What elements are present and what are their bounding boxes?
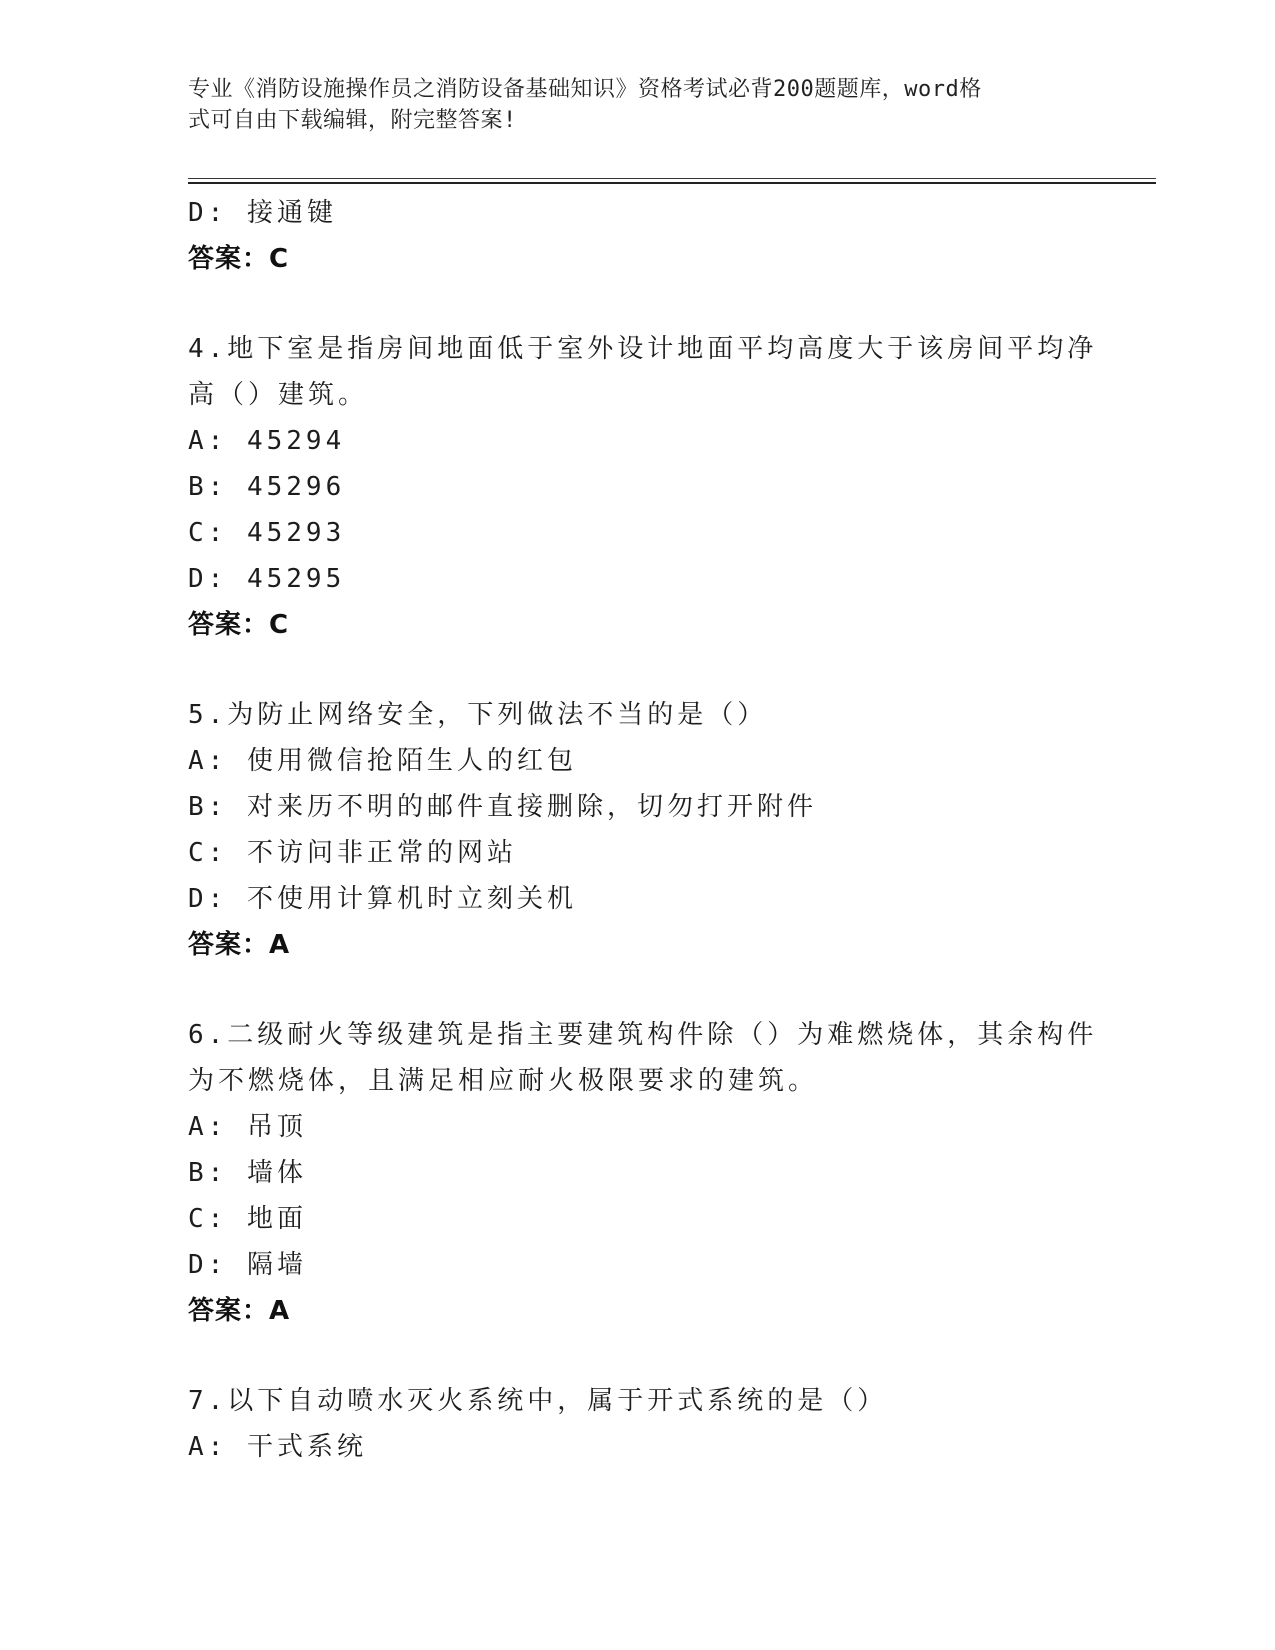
question-block-7 bbox=[188, 1378, 1088, 1470]
option-c: C: 45293 bbox=[188, 518, 346, 548]
option-a: A: 吊顶 bbox=[188, 1112, 307, 1142]
header-rule-thin bbox=[188, 178, 1156, 179]
spacer bbox=[188, 1334, 1088, 1378]
option-d: D: 不使用计算机时立刻关机 bbox=[188, 884, 577, 914]
answer-line: 答案：A bbox=[188, 1296, 291, 1326]
option-d: D: 接通键 bbox=[188, 198, 337, 228]
spacer bbox=[188, 648, 1088, 692]
question-text-continued: 为不燃烧体，且满足相应耐火极限要求的建筑。 bbox=[188, 1066, 819, 1096]
answer-line: 答案：A bbox=[188, 930, 291, 960]
document-header bbox=[188, 74, 1068, 136]
question-text: 5.为防止网络安全，下列做法不当的是（） bbox=[188, 700, 768, 730]
option-a: A: 干式系统 bbox=[188, 1432, 367, 1462]
option-c: C: 不访问非正常的网站 bbox=[188, 838, 517, 868]
header-title-line-1: 专业《消防设施操作员之消防设备基础知识》资格考试必背200题题库，word格 bbox=[188, 77, 982, 102]
header-rule-thick bbox=[188, 182, 1156, 184]
header-title-line-2: 式可自由下载编辑，附完整答案! bbox=[188, 108, 517, 133]
option-c: C: 地面 bbox=[188, 1204, 307, 1234]
question-block-6 bbox=[188, 1012, 1098, 1334]
question-block-4 bbox=[188, 326, 1098, 648]
question-text: 7.以下自动喷水灭火系统中，属于开式系统的是（） bbox=[188, 1386, 888, 1416]
question-block-5 bbox=[188, 692, 1088, 968]
question-text: 6.二级耐火等级建筑是指主要建筑构件除（）为难燃烧体，其余构件 bbox=[188, 1020, 1098, 1050]
spacer bbox=[188, 968, 1088, 1012]
option-b: B: 对来历不明的邮件直接删除，切勿打开附件 bbox=[188, 792, 817, 822]
option-a: A: 45294 bbox=[188, 426, 346, 456]
answer-line: 答案：C bbox=[188, 244, 290, 274]
option-d: D: 隔墙 bbox=[188, 1250, 307, 1280]
question-text: 4.地下室是指房间地面低于室外设计地面平均高度大于该房间平均净 bbox=[188, 334, 1098, 364]
answer-line: 答案：C bbox=[188, 610, 290, 640]
option-b: B: 45296 bbox=[188, 472, 346, 502]
option-d: D: 45295 bbox=[188, 564, 346, 594]
option-a: A: 使用微信抢陌生人的红包 bbox=[188, 746, 577, 776]
question-content bbox=[188, 190, 1098, 1470]
option-b: B: 墙体 bbox=[188, 1158, 307, 1188]
spacer bbox=[188, 282, 1088, 326]
question-text-continued: 高（）建筑。 bbox=[188, 380, 369, 410]
